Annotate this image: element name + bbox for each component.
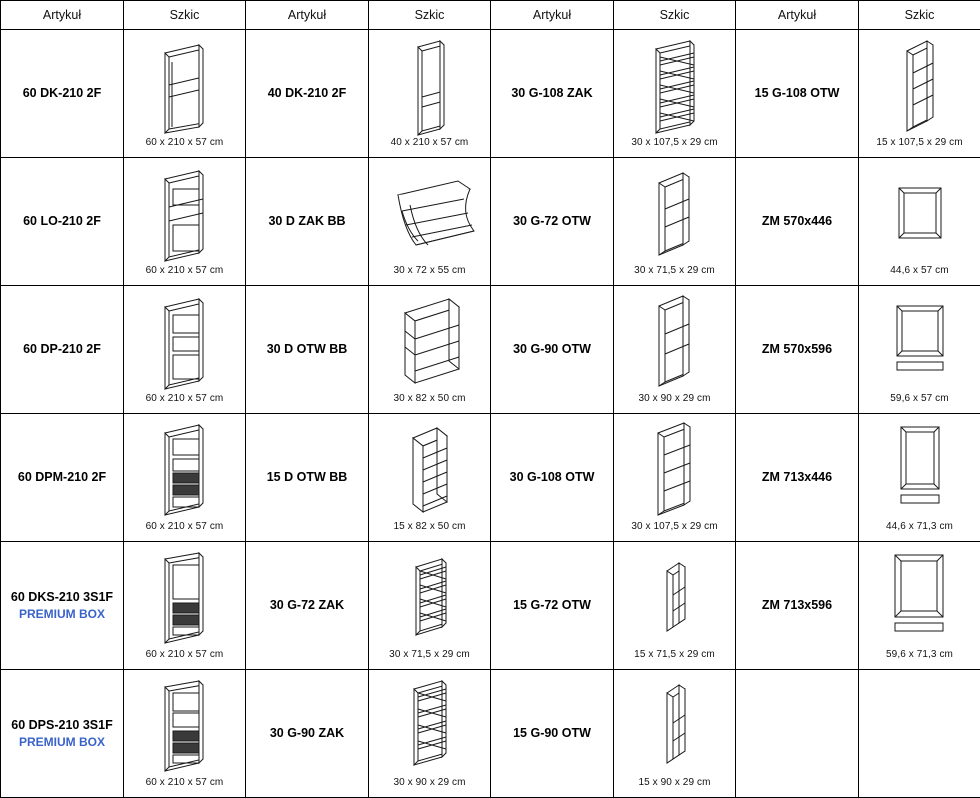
product-name-label: 60 DKS-210 3S1F <box>11 590 113 604</box>
product-sketch <box>124 286 246 414</box>
premium-box-badge: PREMIUM BOX <box>1 606 123 623</box>
product-sketch <box>369 158 491 286</box>
column-header-sketch-1: Szkic <box>124 1 246 30</box>
product-name <box>736 414 859 542</box>
open-wall-unit-narrow-icon <box>614 549 735 649</box>
front-panel-icon <box>859 293 980 393</box>
product-dimensions: 60 x 210 x 57 cm <box>124 265 245 279</box>
product-dimensions: 15 x 90 x 29 cm <box>614 777 735 791</box>
product-name-label: 30 G-90 OTW <box>513 342 591 356</box>
open-wall-unit-icon <box>614 293 735 393</box>
product-dimensions: 60 x 210 x 57 cm <box>124 649 245 663</box>
product-sketch <box>614 158 736 286</box>
product-name <box>246 414 369 542</box>
product-name <box>736 286 859 414</box>
column-header-article-4: Artykuł <box>736 1 859 30</box>
product-dimensions: 15 x 107,5 x 29 cm <box>859 137 980 151</box>
table-row <box>1 30 980 158</box>
corner-wall-unit-icon <box>369 549 490 649</box>
product-name <box>736 542 859 670</box>
column-header-sketch-3: Szkic <box>614 1 736 30</box>
product-dimensions: 15 x 82 x 50 cm <box>369 521 490 535</box>
product-dimensions: 30 x 107,5 x 29 cm <box>614 137 735 151</box>
product-name-label: 30 G-72 ZAK <box>270 598 344 612</box>
product-dimensions: 30 x 107,5 x 29 cm <box>614 521 735 535</box>
empty-cell-sketch <box>859 670 980 798</box>
corner-wall-unit-icon <box>369 677 490 777</box>
product-name <box>1 286 124 414</box>
product-sketch <box>614 286 736 414</box>
product-name <box>1 30 124 158</box>
open-wall-unit-icon <box>859 37 980 137</box>
open-base-unit-icon <box>369 293 490 393</box>
product-name-label: ZM 713x446 <box>762 470 832 484</box>
corner-base-unit-icon <box>369 165 490 265</box>
product-name-label: 40 DK-210 2F <box>268 86 347 100</box>
column-header-article-2: Artykuł <box>246 1 369 30</box>
column-header-sketch-4: Szkic <box>859 1 980 30</box>
product-dimensions: 44,6 x 57 cm <box>859 265 980 279</box>
product-name <box>491 542 614 670</box>
product-sketch <box>369 414 491 542</box>
open-wall-unit-narrow-icon <box>614 677 735 777</box>
product-name-label: 30 G-108 OTW <box>510 470 595 484</box>
product-dimensions: 30 x 90 x 29 cm <box>614 393 735 407</box>
table-row <box>1 286 980 414</box>
product-sketch <box>124 158 246 286</box>
product-sketch <box>369 670 491 798</box>
front-panel-icon <box>859 421 980 521</box>
product-sketch <box>124 414 246 542</box>
product-sketch <box>369 30 491 158</box>
product-sketch <box>124 30 246 158</box>
product-name-label: 30 D ZAK BB <box>268 214 345 228</box>
product-sketch <box>614 414 736 542</box>
product-name <box>736 30 859 158</box>
product-name <box>491 414 614 542</box>
product-name-label: 15 G-72 OTW <box>513 598 591 612</box>
column-header-article-1: Artykuł <box>1 1 124 30</box>
corner-wall-unit-icon <box>614 37 735 137</box>
product-name-label: 15 D OTW BB <box>267 470 348 484</box>
product-dimensions: 60 x 210 x 57 cm <box>124 137 245 151</box>
product-name <box>246 158 369 286</box>
product-sketch <box>859 158 980 286</box>
column-header-article-3: Artykuł <box>491 1 614 30</box>
open-base-unit-narrow-icon <box>369 421 490 521</box>
product-name <box>246 670 369 798</box>
product-dimensions: 59,6 x 71,3 cm <box>859 649 980 663</box>
product-dimensions: 60 x 210 x 57 cm <box>124 521 245 535</box>
product-name <box>491 30 614 158</box>
table-header-row <box>1 1 980 30</box>
product-name-label: 60 LO-210 2F <box>23 214 101 228</box>
product-name-label: 30 G-72 OTW <box>513 214 591 228</box>
product-sketch <box>614 542 736 670</box>
product-name <box>1 414 124 542</box>
front-panel-icon <box>859 165 980 265</box>
product-name-label: ZM 713x596 <box>762 598 832 612</box>
product-name-label: 30 G-108 ZAK <box>511 86 592 100</box>
premium-box-badge: PREMIUM BOX <box>1 734 123 751</box>
product-dimensions: 30 x 72 x 55 cm <box>369 265 490 279</box>
product-name <box>1 542 124 670</box>
product-name-label: 15 G-90 OTW <box>513 726 591 740</box>
product-sketch <box>614 670 736 798</box>
product-sketch <box>124 670 246 798</box>
product-sketch <box>859 30 980 158</box>
product-sketch <box>859 414 980 542</box>
tall-cabinet-icon <box>124 37 245 137</box>
product-name <box>491 670 614 798</box>
tall-cabinet-drawers-icon <box>124 677 245 777</box>
product-name-label: ZM 570x446 <box>762 214 832 228</box>
product-dimensions: 30 x 90 x 29 cm <box>369 777 490 791</box>
product-sketch <box>124 542 246 670</box>
product-name <box>246 542 369 670</box>
product-sketch <box>859 286 980 414</box>
product-name <box>246 286 369 414</box>
table-row <box>1 670 980 798</box>
product-dimensions: 30 x 82 x 50 cm <box>369 393 490 407</box>
product-dimensions: 15 x 71,5 x 29 cm <box>614 649 735 663</box>
product-name-label: ZM 570x596 <box>762 342 832 356</box>
tall-cabinet-drawers-icon <box>124 549 245 649</box>
product-name-label: 30 D OTW BB <box>267 342 348 356</box>
table-row <box>1 158 980 286</box>
product-name <box>491 158 614 286</box>
product-sketch <box>369 286 491 414</box>
empty-cell-article <box>736 670 859 798</box>
product-name-label: 60 DPS-210 3S1F <box>11 718 112 732</box>
product-name <box>246 30 369 158</box>
product-name-label: 30 G-90 ZAK <box>270 726 344 740</box>
product-dimensions: 40 x 210 x 57 cm <box>369 137 490 151</box>
product-name-label: 60 DK-210 2F <box>23 86 102 100</box>
product-name <box>1 670 124 798</box>
product-name <box>491 286 614 414</box>
tall-cabinet-drawers-icon <box>124 421 245 521</box>
product-dimensions: 30 x 71,5 x 29 cm <box>369 649 490 663</box>
tall-narrow-cabinet-icon <box>369 37 490 137</box>
tall-cabinet-icon <box>124 165 245 265</box>
product-sketch <box>369 542 491 670</box>
table-row <box>1 414 980 542</box>
product-name-label: 15 G-108 OTW <box>755 86 840 100</box>
product-name-label: 60 DP-210 2F <box>23 342 101 356</box>
product-sketch <box>614 30 736 158</box>
product-dimensions: 59,6 x 57 cm <box>859 393 980 407</box>
front-panel-icon <box>859 549 980 649</box>
product-dimensions: 44,6 x 71,3 cm <box>859 521 980 535</box>
product-dimensions: 30 x 71,5 x 29 cm <box>614 265 735 279</box>
product-name <box>736 158 859 286</box>
product-name <box>1 158 124 286</box>
column-header-sketch-2: Szkic <box>369 1 491 30</box>
table-row <box>1 542 980 670</box>
product-dimensions: 60 x 210 x 57 cm <box>124 777 245 791</box>
open-wall-unit-icon <box>614 421 735 521</box>
product-dimensions: 60 x 210 x 57 cm <box>124 393 245 407</box>
product-sketch <box>859 542 980 670</box>
tall-cabinet-icon <box>124 293 245 393</box>
open-wall-unit-icon <box>614 165 735 265</box>
product-name-label: 60 DPM-210 2F <box>18 470 106 484</box>
